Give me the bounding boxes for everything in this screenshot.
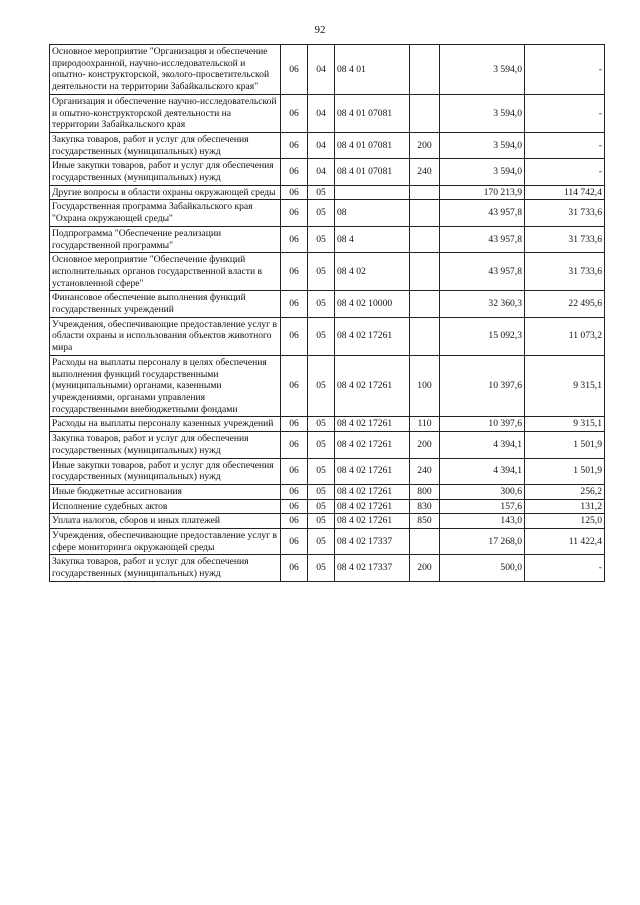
- row-amount-year-1: 32 360,3: [440, 291, 525, 317]
- row-name: Иные бюджетные ассигнования: [50, 484, 281, 499]
- row-amount-year-1: 15 092,3: [440, 317, 525, 355]
- row-section-code: 06: [281, 499, 308, 514]
- row-target-article-code: 08 4 02 17337: [335, 555, 410, 581]
- row-amount-year-2: 9 315,1: [525, 355, 605, 417]
- row-subsection-code: 05: [308, 499, 335, 514]
- row-amount-year-1: 300,6: [440, 484, 525, 499]
- row-name: Финансовое обеспечение выполнения функций государственных учреждений: [50, 291, 281, 317]
- table-row: [50, 417, 605, 432]
- row-amount-year-1: 170 213,9: [440, 185, 525, 200]
- row-section-code: 06: [281, 458, 308, 484]
- table-row: [50, 555, 605, 581]
- row-target-article-code: 08 4 02 17337: [335, 529, 410, 555]
- row-target-article-code: 08 4 02 17261: [335, 432, 410, 458]
- row-amount-year-2: 31 733,6: [525, 200, 605, 226]
- row-name: Подпрограмма "Обеспечение реализации государственной программы": [50, 226, 281, 252]
- row-section-code: 06: [281, 291, 308, 317]
- table-row: [50, 529, 605, 555]
- table-row: [50, 185, 605, 200]
- row-name: Иные закупки товаров, работ и услуг для обеспечения государственных (муниципальных) нужд: [50, 159, 281, 185]
- row-amount-year-2: -: [525, 132, 605, 158]
- row-amount-year-2: -: [525, 45, 605, 95]
- row-expense-type-code: 200: [410, 555, 440, 581]
- row-target-article-code: 08 4 02 17261: [335, 514, 410, 529]
- row-amount-year-1: 10 397,6: [440, 355, 525, 417]
- row-name: Основное мероприятие "Обеспечение функций исполнительных органов государственной власти в установленной сфере": [50, 253, 281, 291]
- row-subsection-code: 05: [308, 529, 335, 555]
- row-subsection-code: 05: [308, 185, 335, 200]
- row-name: Уплата налогов, сборов и иных платежей: [50, 514, 281, 529]
- table-row: [50, 291, 605, 317]
- row-expense-type-code: [410, 226, 440, 252]
- row-target-article-code: 08 4 01 07081: [335, 132, 410, 158]
- row-amount-year-2: 1 501,9: [525, 432, 605, 458]
- row-subsection-code: 05: [308, 417, 335, 432]
- row-section-code: 06: [281, 529, 308, 555]
- row-section-code: 06: [281, 159, 308, 185]
- table-row: [50, 317, 605, 355]
- row-expense-type-code: [410, 253, 440, 291]
- row-subsection-code: 05: [308, 432, 335, 458]
- row-target-article-code: 08 4 01 07081: [335, 159, 410, 185]
- row-section-code: 06: [281, 317, 308, 355]
- row-subsection-code: 04: [308, 94, 335, 132]
- row-section-code: 06: [281, 484, 308, 499]
- row-amount-year-2: 11 073,2: [525, 317, 605, 355]
- row-amount-year-2: -: [525, 555, 605, 581]
- row-amount-year-2: 114 742,4: [525, 185, 605, 200]
- row-target-article-code: [335, 185, 410, 200]
- row-amount-year-2: 131,2: [525, 499, 605, 514]
- row-expense-type-code: [410, 529, 440, 555]
- row-section-code: 06: [281, 355, 308, 417]
- row-name: Закупка товаров, работ и услуг для обеспечения государственных (муниципальных) нужд: [50, 555, 281, 581]
- row-subsection-code: 05: [308, 200, 335, 226]
- row-amount-year-2: -: [525, 94, 605, 132]
- row-amount-year-2: 1 501,9: [525, 458, 605, 484]
- row-subsection-code: 05: [308, 253, 335, 291]
- row-amount-year-2: 11 422,4: [525, 529, 605, 555]
- row-name: Учреждения, обеспечивающие предоставление услуг в сфере мониторинга окружающей среды: [50, 529, 281, 555]
- row-subsection-code: 05: [308, 226, 335, 252]
- row-amount-year-1: 10 397,6: [440, 417, 525, 432]
- row-amount-year-1: 17 268,0: [440, 529, 525, 555]
- row-section-code: 06: [281, 253, 308, 291]
- table-row: [50, 200, 605, 226]
- row-section-code: 06: [281, 185, 308, 200]
- row-target-article-code: 08 4 02 17261: [335, 317, 410, 355]
- page-number: 92: [314, 24, 326, 36]
- table-row: [50, 132, 605, 158]
- row-subsection-code: 04: [308, 45, 335, 95]
- table-row: [50, 499, 605, 514]
- row-amount-year-1: 3 594,0: [440, 132, 525, 158]
- budget-table: [49, 44, 605, 582]
- row-target-article-code: 08 4 01: [335, 45, 410, 95]
- table-row: [50, 484, 605, 499]
- row-name: Иные закупки товаров, работ и услуг для обеспечения государственных (муниципальных) нужд: [50, 458, 281, 484]
- row-expense-type-code: 800: [410, 484, 440, 499]
- row-expense-type-code: [410, 317, 440, 355]
- row-amount-year-1: 3 594,0: [440, 45, 525, 95]
- row-expense-type-code: [410, 185, 440, 200]
- row-name: Расходы на выплаты персоналу в целях обеспечения выполнения функций государственными (муниципальными) органами, казенными учреждениями, органами управления государственными внебюджетными фондами: [50, 355, 281, 417]
- row-subsection-code: 04: [308, 159, 335, 185]
- row-expense-type-code: [410, 45, 440, 95]
- table-row: [50, 159, 605, 185]
- row-section-code: 06: [281, 45, 308, 95]
- row-expense-type-code: [410, 200, 440, 226]
- row-amount-year-2: 9 315,1: [525, 417, 605, 432]
- row-expense-type-code: 100: [410, 355, 440, 417]
- row-section-code: 06: [281, 132, 308, 158]
- row-expense-type-code: 240: [410, 159, 440, 185]
- table-row: [50, 458, 605, 484]
- row-amount-year-2: -: [525, 159, 605, 185]
- row-amount-year-1: 43 957,8: [440, 200, 525, 226]
- row-expense-type-code: 240: [410, 458, 440, 484]
- row-subsection-code: 04: [308, 132, 335, 158]
- row-subsection-code: 05: [308, 555, 335, 581]
- row-name: Другие вопросы в области охраны окружающей среды: [50, 185, 281, 200]
- table-row: [50, 432, 605, 458]
- table-row: [50, 355, 605, 417]
- row-name: Закупка товаров, работ и услуг для обеспечения государственных (муниципальных) нужд: [50, 432, 281, 458]
- row-name: Расходы на выплаты персоналу казенных учреждений: [50, 417, 281, 432]
- row-amount-year-2: 256,2: [525, 484, 605, 499]
- budget-table-body: [50, 45, 605, 582]
- table-row: [50, 253, 605, 291]
- row-amount-year-1: 4 394,1: [440, 458, 525, 484]
- row-expense-type-code: 200: [410, 132, 440, 158]
- row-section-code: 06: [281, 432, 308, 458]
- row-amount-year-1: 43 957,8: [440, 226, 525, 252]
- row-target-article-code: 08 4: [335, 226, 410, 252]
- row-expense-type-code: 200: [410, 432, 440, 458]
- row-subsection-code: 05: [308, 291, 335, 317]
- table-row: [50, 226, 605, 252]
- row-section-code: 06: [281, 555, 308, 581]
- row-section-code: 06: [281, 200, 308, 226]
- row-subsection-code: 05: [308, 458, 335, 484]
- table-row: [50, 94, 605, 132]
- row-target-article-code: 08 4 02 10000: [335, 291, 410, 317]
- row-amount-year-1: 4 394,1: [440, 432, 525, 458]
- row-amount-year-2: 31 733,6: [525, 253, 605, 291]
- row-amount-year-2: 31 733,6: [525, 226, 605, 252]
- row-target-article-code: 08 4 02 17261: [335, 484, 410, 499]
- row-name: Основное мероприятие "Организация и обеспечение природоохранной, научно-исследовательской и опытно- конструкторской, эколого-просветительской деятельности на территории Забайкальского края": [50, 45, 281, 95]
- row-expense-type-code: 110: [410, 417, 440, 432]
- row-name: Государственная программа Забайкальского края "Охрана окружающей среды": [50, 200, 281, 226]
- row-section-code: 06: [281, 226, 308, 252]
- row-amount-year-1: 500,0: [440, 555, 525, 581]
- row-amount-year-1: 43 957,8: [440, 253, 525, 291]
- row-section-code: 06: [281, 514, 308, 529]
- row-expense-type-code: [410, 94, 440, 132]
- row-amount-year-2: 125,0: [525, 514, 605, 529]
- table-row: [50, 514, 605, 529]
- row-target-article-code: 08 4 02: [335, 253, 410, 291]
- row-subsection-code: 05: [308, 317, 335, 355]
- row-subsection-code: 05: [308, 355, 335, 417]
- row-expense-type-code: [410, 291, 440, 317]
- row-amount-year-1: 3 594,0: [440, 159, 525, 185]
- row-target-article-code: 08 4 02 17261: [335, 458, 410, 484]
- row-subsection-code: 05: [308, 514, 335, 529]
- row-amount-year-1: 157,6: [440, 499, 525, 514]
- row-section-code: 06: [281, 94, 308, 132]
- row-subsection-code: 05: [308, 484, 335, 499]
- row-target-article-code: 08 4 02 17261: [335, 417, 410, 432]
- row-amount-year-1: 3 594,0: [440, 94, 525, 132]
- row-amount-year-2: 22 495,6: [525, 291, 605, 317]
- row-name: Организация и обеспечение научно-исследовательской и опытно-конструкторской деятельности на территории Забайкальского края: [50, 94, 281, 132]
- row-target-article-code: 08: [335, 200, 410, 226]
- row-section-code: 06: [281, 417, 308, 432]
- row-name: Исполнение судебных актов: [50, 499, 281, 514]
- row-amount-year-1: 143,0: [440, 514, 525, 529]
- row-target-article-code: 08 4 01 07081: [335, 94, 410, 132]
- row-name: Учреждения, обеспечивающие предоставление услуг в области охраны и использования объектов животного мира: [50, 317, 281, 355]
- table-row: [50, 45, 605, 95]
- row-target-article-code: 08 4 02 17261: [335, 355, 410, 417]
- row-name: Закупка товаров, работ и услуг для обеспечения государственных (муниципальных) нужд: [50, 132, 281, 158]
- row-expense-type-code: 850: [410, 514, 440, 529]
- row-target-article-code: 08 4 02 17261: [335, 499, 410, 514]
- row-expense-type-code: 830: [410, 499, 440, 514]
